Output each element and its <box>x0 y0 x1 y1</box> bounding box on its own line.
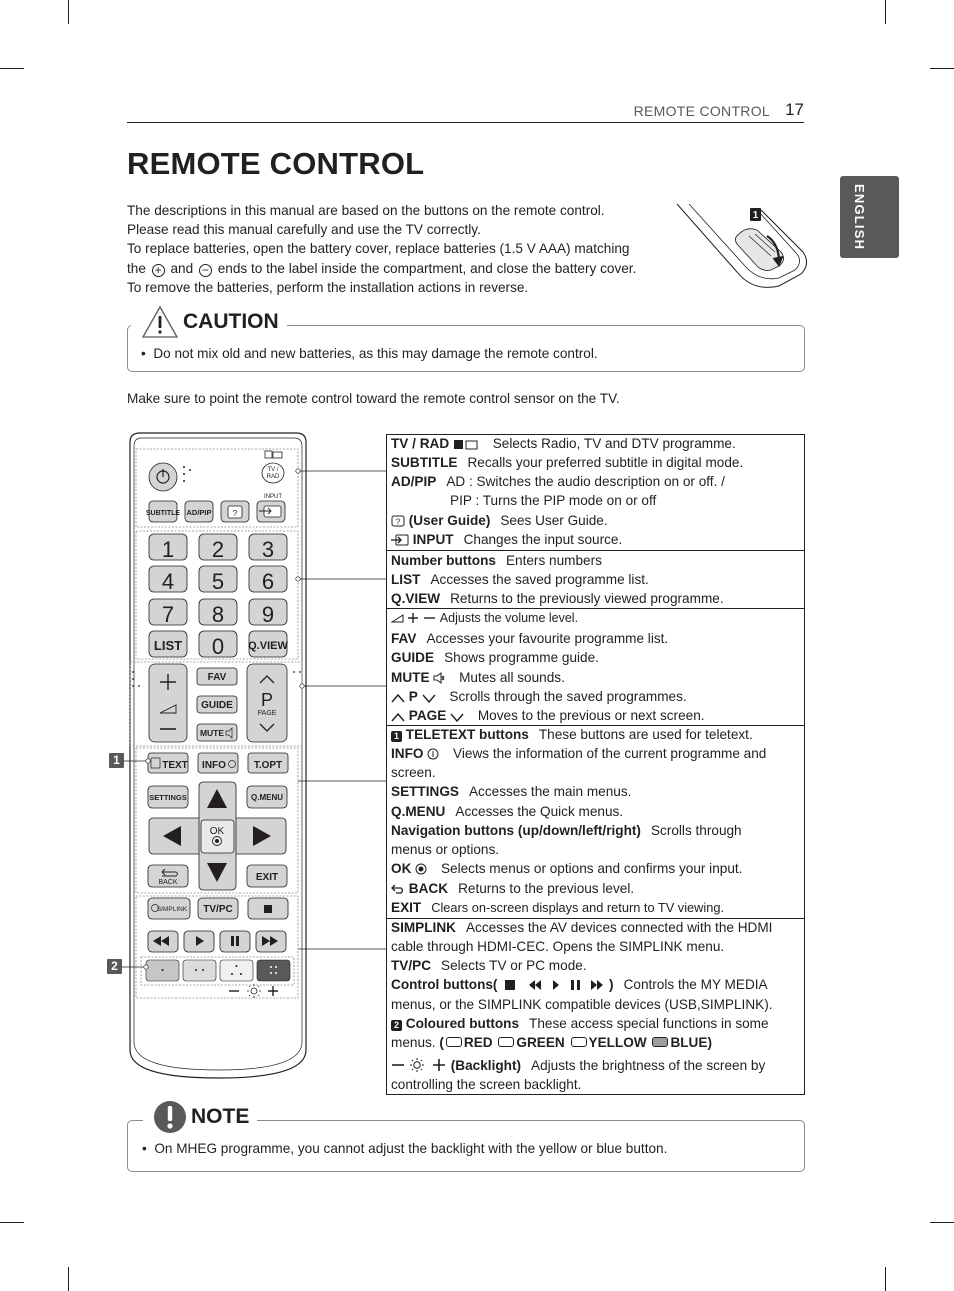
crop-mark <box>0 1222 24 1223</box>
description-text: Adjusts the brightness of the screen by <box>531 1058 766 1073</box>
user-guide-icon <box>391 515 405 527</box>
language-tab-label: ENGLISH <box>852 184 867 251</box>
intro-text: and <box>170 260 194 276</box>
description-text: AD : Switches the audio description on or off. / <box>446 474 725 489</box>
description-text: Views the information of the current programme and <box>453 746 767 761</box>
description-term: Number buttons <box>391 553 496 568</box>
crop-mark <box>930 1222 954 1223</box>
description-term: LIST <box>391 572 421 587</box>
description-term: BACK <box>408 881 449 896</box>
ok-button: OK <box>209 826 225 837</box>
description-text: Changes the input source. <box>463 532 623 547</box>
description-text: Enters numbers <box>505 553 602 568</box>
description-term: INPUT <box>412 532 454 547</box>
note-heading <box>143 1097 257 1137</box>
input-icon <box>391 534 409 546</box>
description-term: AD/PIP <box>391 474 437 489</box>
language-tab <box>840 176 899 258</box>
exclamation-icon <box>153 1100 187 1134</box>
minus-circle-icon: − <box>199 264 212 277</box>
description-text: Accesses the saved programme list. <box>430 572 649 587</box>
description-term: MUTE <box>391 670 430 685</box>
qmenu-button: Q.MENU <box>251 793 283 802</box>
guide-button: GUIDE <box>201 700 233 711</box>
description-text: Accesses your favourite programme list. <box>426 631 669 646</box>
info-button: INFO <box>202 760 226 771</box>
caution-item: Do not mix old and new batteries, as this may damage the remote control. <box>153 346 598 361</box>
intro-line: The descriptions in this manual are based on the buttons on the remote control. <box>127 203 605 218</box>
page-label: PAGE <box>257 710 277 717</box>
description-term: Navigation buttons (up/down/left/right) <box>391 823 641 838</box>
description-term: OK <box>391 861 412 876</box>
description-text: Accesses the Quick menus. <box>455 804 624 819</box>
description-term: ( <box>439 1035 444 1050</box>
warning-triangle-icon <box>141 305 179 339</box>
crop-mark <box>68 0 69 24</box>
plus-circle-icon: + <box>152 264 165 277</box>
chevron-down-icon <box>450 712 464 722</box>
description-text: Accesses the AV devices connected with the HDMI <box>465 920 773 935</box>
callout-number: 2 <box>107 959 122 974</box>
callout-badge: 1 <box>391 731 402 742</box>
svg-text:?: ? <box>395 517 401 527</box>
number-button: 1 <box>161 537 175 562</box>
description-section-navigation <box>387 726 804 919</box>
description-text: menus. <box>391 1035 436 1050</box>
description-term: Q.MENU <box>391 804 446 819</box>
green-button-icon <box>498 1037 514 1047</box>
description-term: INFO <box>391 746 424 761</box>
intro-line: To remove the batteries, perform the installation actions in reverse. <box>127 279 529 295</box>
number-button: 4 <box>161 569 175 594</box>
yellow-button-icon <box>571 1037 587 1047</box>
description-term: ) <box>609 977 614 992</box>
description-text: Adjusts the volume level. <box>439 611 579 625</box>
blue-button-icon <box>652 1037 668 1047</box>
number-button: 9 <box>261 602 275 627</box>
chevron-up-icon <box>391 712 405 722</box>
description-section-media <box>387 919 804 1095</box>
intro-line: To replace batteries, open the battery cover, replace batteries (1.5 V AAA) matching <box>127 241 630 257</box>
description-term: SUBTITLE <box>391 455 458 470</box>
description-text: Selects Radio, TV and DTV programme. <box>492 436 736 451</box>
description-text: Moves to the previous or next screen. <box>477 708 705 723</box>
description-term: Coloured buttons <box>405 1016 520 1031</box>
tvrad-label: RAD <box>266 474 280 480</box>
mute-button: MUTE <box>199 728 225 738</box>
figure-callout-number: 1 <box>752 210 759 221</box>
tvrad-label: TV / <box>267 467 279 473</box>
description-section-power <box>387 435 804 551</box>
caution-title: CAUTION <box>183 310 279 333</box>
description-text: Sees User Guide. <box>500 513 608 528</box>
description-text: Selects TV or PC mode. <box>441 958 587 973</box>
crop-mark <box>885 0 886 24</box>
description-text: Selects menus or options and confirms your input. <box>440 861 743 876</box>
color-label: GREEN <box>516 1035 565 1050</box>
description-text: screen. <box>391 765 436 780</box>
note-title: NOTE <box>191 1105 250 1128</box>
description-term: PAGE <box>408 708 447 723</box>
input-label: INPUT <box>264 494 282 500</box>
zero-button: 0 <box>211 634 225 659</box>
intro-line: Please read this manual carefully and use the TV correctly. <box>127 222 481 238</box>
description-term: Q.VIEW <box>391 591 441 606</box>
description-term: (Backlight) <box>450 1058 522 1073</box>
crop-mark <box>885 1267 886 1291</box>
info-icon <box>427 748 439 760</box>
color-label: BLUE) <box>670 1035 712 1050</box>
description-term: GUIDE <box>391 650 435 665</box>
description-text: These access special functions in some <box>529 1016 769 1031</box>
description-text: menus, or the SIMPLINK compatible devices (USB,SIMPLINK). <box>391 997 773 1012</box>
callout-number: 1 <box>109 753 124 768</box>
number-button: 5 <box>211 569 225 594</box>
description-term: TV/PC <box>391 958 432 973</box>
description-text: Returns to the previously viewed programme. <box>450 591 724 606</box>
exit-button: EXIT <box>255 872 279 883</box>
chevron-down-icon <box>422 693 436 703</box>
list-button: LIST <box>153 638 183 653</box>
intro-text: the <box>127 260 146 276</box>
description-text: Recalls your preferred subtitle in digital mode. <box>467 455 744 470</box>
radio-tv-icon <box>453 438 479 450</box>
user-guide-button: ? <box>232 509 238 518</box>
description-term: Control buttons( <box>391 977 498 992</box>
red-button-icon <box>446 1037 462 1047</box>
mute-icon <box>433 672 445 684</box>
page-title: REMOTE CONTROL <box>127 146 425 181</box>
description-text: Clears on-screen displays and return to TV viewing. <box>431 900 725 915</box>
number-button: 2 <box>211 537 225 562</box>
description-text: menus or options. <box>391 842 500 857</box>
topt-button: T.OPT <box>253 760 283 771</box>
note-box <box>127 1105 805 1172</box>
crop-mark <box>68 1267 69 1291</box>
chevron-up-icon <box>391 693 405 703</box>
description-term: SETTINGS <box>391 784 459 799</box>
description-text: Mutes all sounds. <box>459 670 565 685</box>
backlight-icon <box>391 1058 447 1072</box>
description-term: FAV <box>391 631 417 646</box>
callout-badge: 2 <box>391 1020 402 1031</box>
program-button: P <box>260 690 274 710</box>
intro-line <box>127 259 672 278</box>
number-button: 6 <box>261 569 275 594</box>
caution-heading <box>131 302 287 342</box>
tvpc-button: TV/PC <box>203 904 233 915</box>
pointing-instruction: Make sure to point the remote control toward the remote control sensor on the TV. <box>127 391 620 406</box>
number-button: 7 <box>161 602 175 627</box>
description-text: Accesses the main menus. <box>468 784 632 799</box>
description-term: TELETEXT buttons <box>405 727 529 742</box>
crop-mark <box>0 68 24 69</box>
description-term: EXIT <box>391 900 422 915</box>
description-text: Scrolls through <box>650 823 742 838</box>
intro-text: ends to the label inside the compartment, and close the battery cover. <box>217 260 637 276</box>
description-text: Shows programme guide. <box>444 650 599 665</box>
text-button: TEXT <box>162 760 188 771</box>
qview-button: Q.VIEW <box>248 640 288 652</box>
note-item: On MHEG programme, you cannot adjust the backlight with the yellow or blue button. <box>154 1141 668 1156</box>
crop-mark <box>930 68 954 69</box>
button-description-table <box>386 434 805 1095</box>
running-title: REMOTE CONTROL <box>633 103 770 119</box>
description-text: cable through HDMI-CEC. Opens the SIMPLINK menu. <box>391 939 725 954</box>
settings-button: SETTINGS <box>149 793 187 802</box>
number-button: 3 <box>261 537 275 562</box>
caution-box <box>127 310 805 372</box>
description-section-numbers <box>387 551 804 609</box>
description-text: PIP : Turns the PIP mode on or off <box>450 493 657 508</box>
intro-paragraph <box>127 201 672 297</box>
back-button: BACK <box>158 879 178 886</box>
volume-icon <box>391 612 437 624</box>
remote-control-illustration <box>108 430 388 1090</box>
color-label: YELLOW <box>588 1035 647 1050</box>
description-text: These buttons are used for teletext. <box>538 727 753 742</box>
description-term: SIMPLINK <box>391 920 456 935</box>
description-text: controlling the screen backlight. <box>391 1077 582 1092</box>
subtitle-button: SUBTITLE <box>145 510 181 517</box>
note-text: • On MHEG programme, you cannot adjust the backlight with the yellow or blue button. <box>142 1141 668 1156</box>
description-section-volume <box>387 609 804 726</box>
page-number: 17 <box>785 100 804 119</box>
description-term: (User Guide) <box>408 513 491 528</box>
description-term: P <box>408 689 418 704</box>
caution-text: • Do not mix old and new batteries, as this may damage the remote control. <box>141 346 598 361</box>
adpip-button: AD/PIP <box>186 508 212 517</box>
description-text: Scrolls through the saved programmes. <box>449 689 687 704</box>
media-control-icons <box>501 979 605 991</box>
fav-button: FAV <box>207 672 227 683</box>
simplink-button: SIMPLINK <box>156 906 188 913</box>
description-text: Returns to the previous level. <box>458 881 635 896</box>
battery-cover-illustration <box>675 200 811 296</box>
back-arrow-icon <box>391 883 405 895</box>
running-header <box>127 101 804 123</box>
description-term: TV / RAD <box>391 436 450 451</box>
ok-icon <box>415 863 427 875</box>
description-text: Controls the MY MEDIA <box>623 977 768 992</box>
color-label: RED <box>463 1035 493 1050</box>
number-button: 8 <box>211 602 225 627</box>
